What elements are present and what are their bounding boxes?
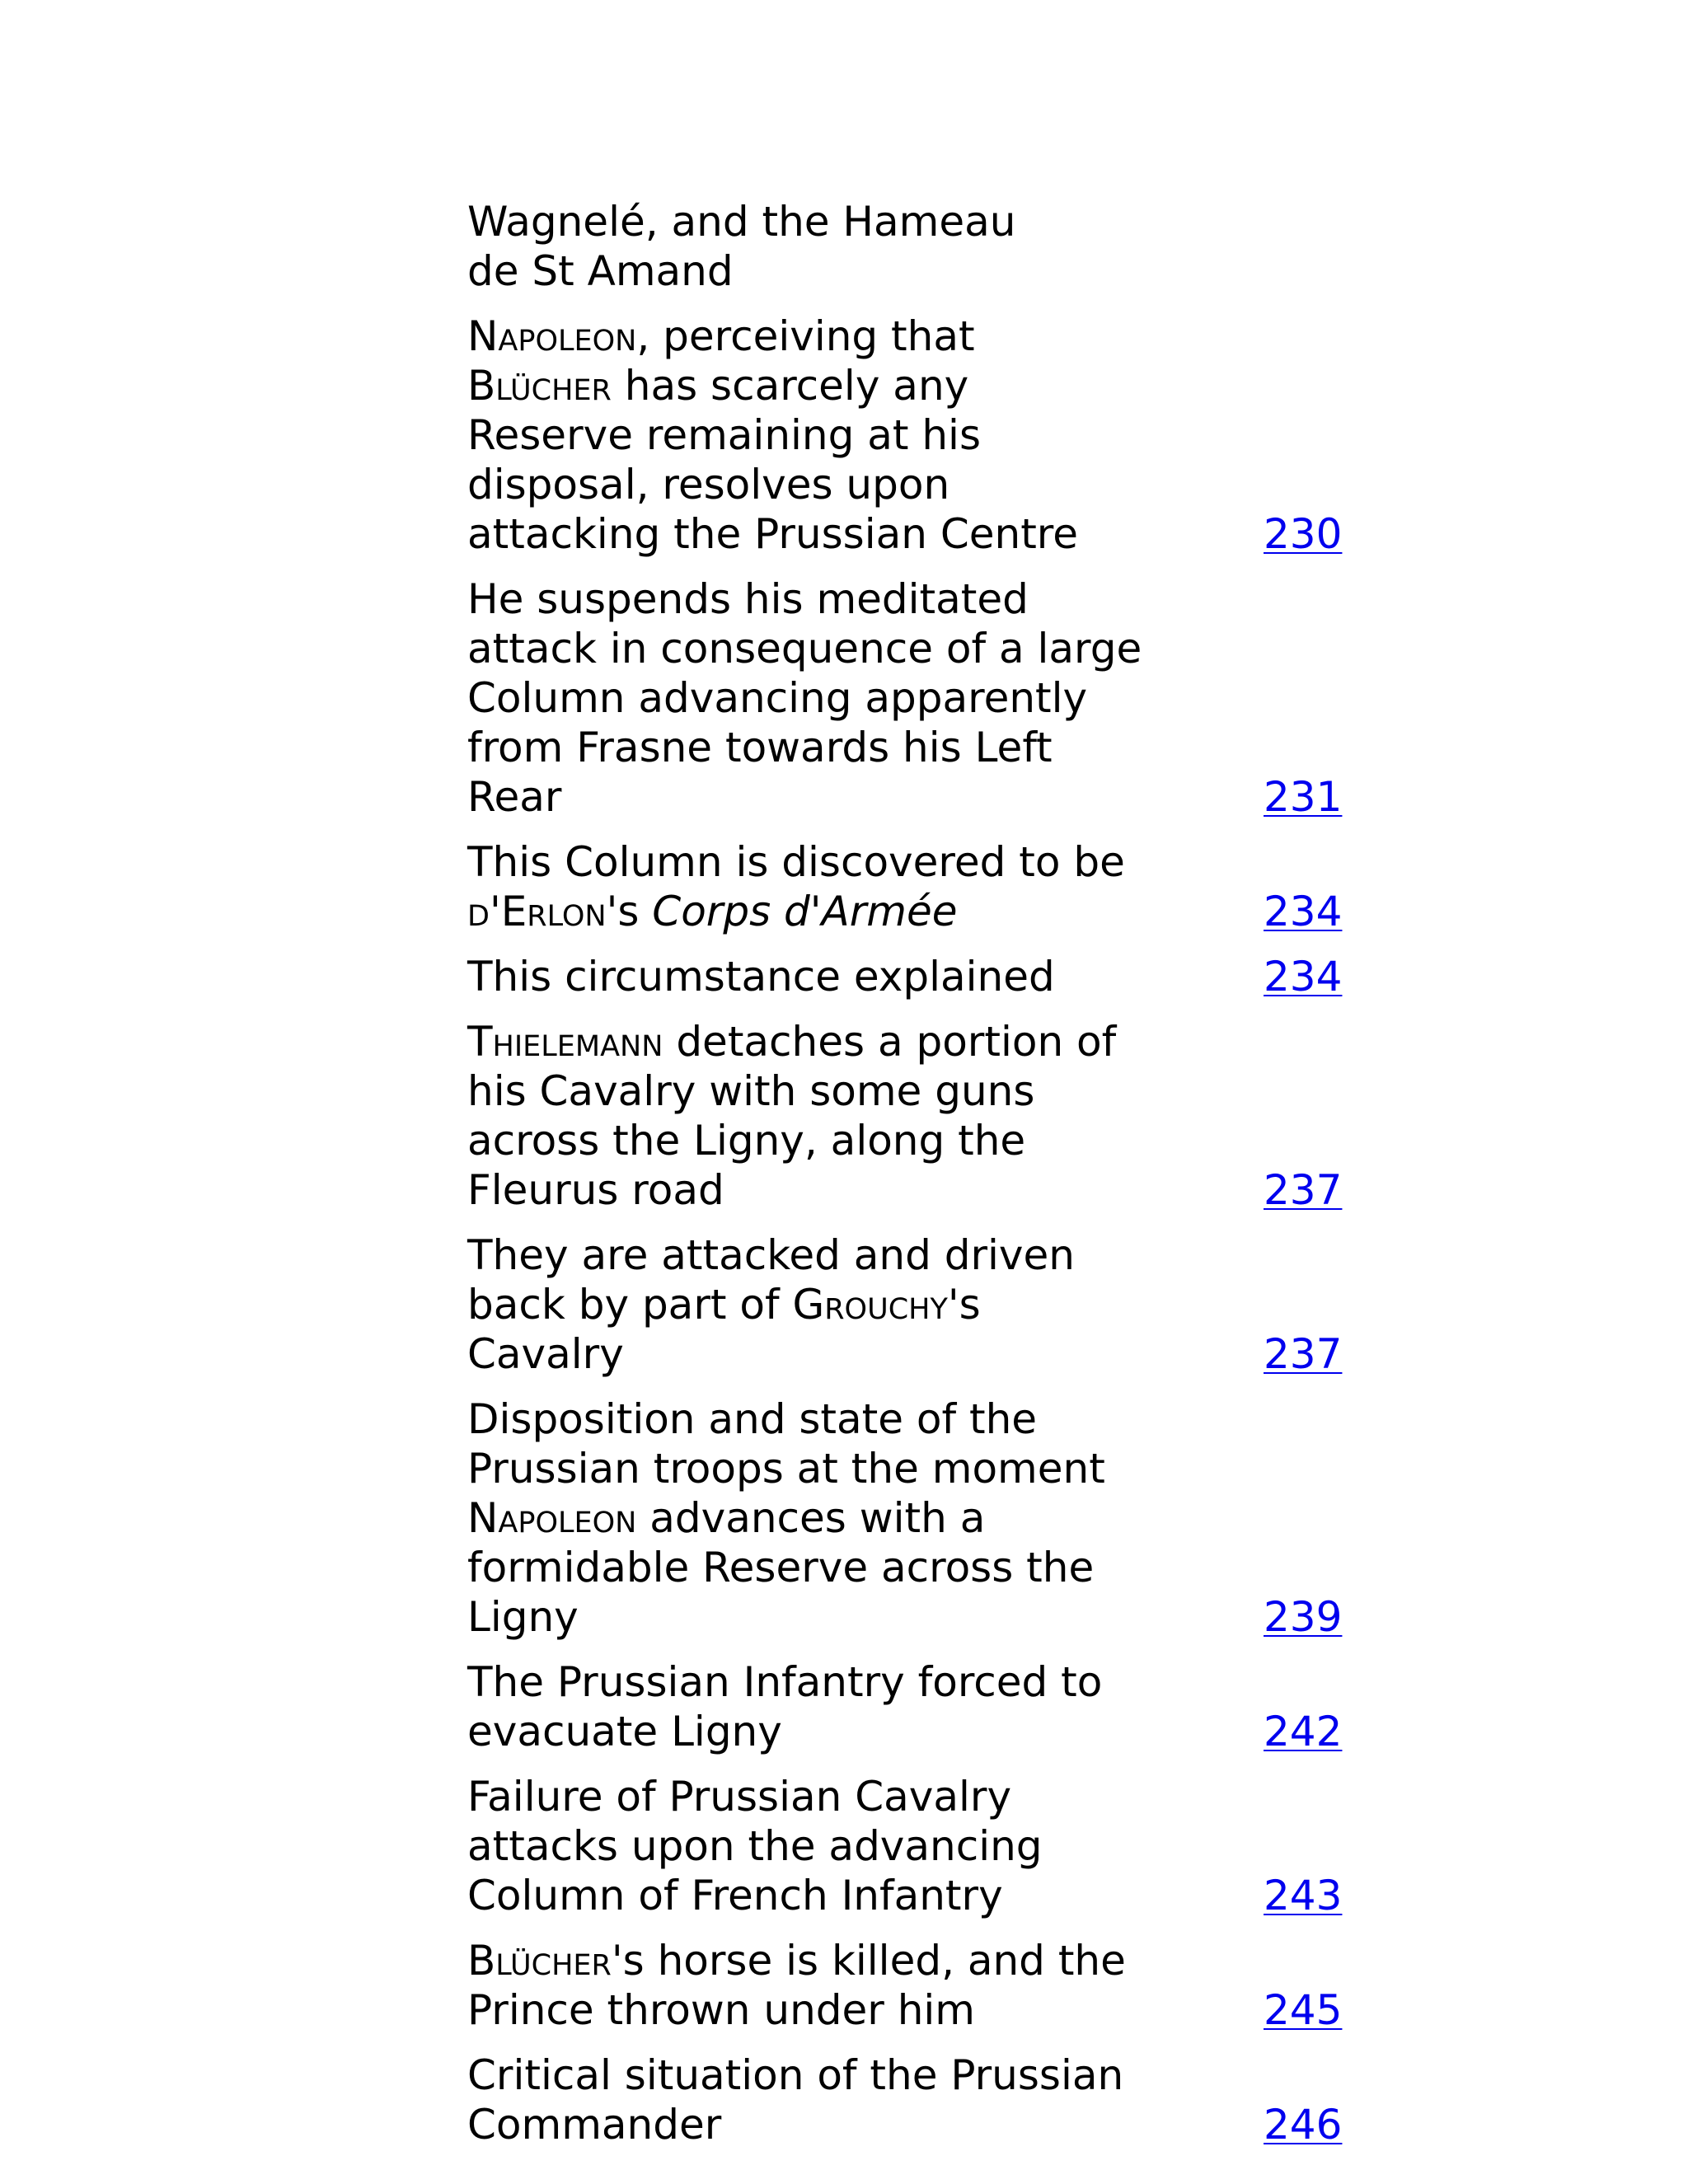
- page-number-link[interactable]: 234: [1264, 953, 1343, 1001]
- toc-entry: [467, 197, 1292, 296]
- toc-entry-text: [467, 1230, 1143, 1379]
- toc-entry: [467, 312, 1343, 559]
- toc-entry-text: [467, 1657, 1143, 1756]
- entry-text-segment: , perceiving that: [636, 312, 975, 360]
- toc-entry-text: [467, 1772, 1143, 1920]
- page-number-link[interactable]: 231: [1264, 773, 1343, 821]
- person-name: Blücher: [467, 1937, 612, 1985]
- toc-entry-text: [467, 1936, 1143, 2035]
- person-name: Thielemann: [467, 1018, 663, 1066]
- page-number-link[interactable]: 246: [1264, 2101, 1343, 2149]
- toc-entry: [467, 952, 1343, 1001]
- entry-text-segment: has scarcely any Reserve remaining at his disposal, resolves upon attacking the Prussian Centre: [467, 362, 1079, 558]
- entry-text-segment: detaches a portion of his Cavalry with some guns across the Ligny, along the Fleurus road: [467, 1018, 1117, 1214]
- toc-entry-text: [467, 1394, 1143, 1642]
- toc-entry: [467, 1394, 1343, 1642]
- entry-text-segment: He suspends his meditated attack in consequence of a large Column advancing apparently from Frasne towards his Left Rear: [467, 575, 1142, 821]
- toc-entry-text: [467, 1017, 1143, 1215]
- entry-text-segment: 's Cavalry: [467, 1281, 981, 1378]
- toc-entry: [467, 2050, 1343, 2149]
- toc-entry: [467, 574, 1343, 822]
- person-name: Blücher: [467, 362, 612, 410]
- entry-text-segment: This circumstance explained: [467, 953, 1055, 1001]
- table-of-contents: [467, 197, 1343, 2165]
- entry-text-segment: 's horse is killed, and the Prince thrown under him: [467, 1937, 1126, 2034]
- entry-text-segment: They are attacked and driven back by part of: [467, 1231, 1075, 1329]
- entry-text-segment: 's: [606, 888, 653, 935]
- entry-text-segment: This Column is discovered to be: [467, 838, 1125, 886]
- entry-text-segment: Failure of Prussian Cavalry attacks upon the advancing Column of French Infantry: [467, 1773, 1043, 1919]
- toc-entry: [467, 1017, 1343, 1215]
- entry-text-segment: Critical situation of the Prussian Commander: [467, 2051, 1124, 2149]
- person-name: Napoleon: [467, 312, 637, 360]
- entry-text-segment: advances with a formidable Reserve across the Ligny: [467, 1494, 1095, 1641]
- toc-entry-text: [467, 197, 1028, 296]
- entry-text-segment: The Prussian Infantry forced to evacuate Ligny: [467, 1658, 1103, 1755]
- page-number-link[interactable]: 237: [1264, 1166, 1343, 1214]
- toc-entry: [467, 1230, 1343, 1379]
- toc-entry: [467, 837, 1343, 936]
- entry-text-italic: Corps d'Armée: [652, 888, 958, 935]
- page-number-link[interactable]: 237: [1264, 1330, 1343, 1378]
- page-number-link[interactable]: 234: [1264, 888, 1343, 935]
- page-number-link[interactable]: 245: [1264, 1986, 1343, 2034]
- entry-text-segment: Disposition and state of the Prussian troops at the moment: [467, 1395, 1105, 1493]
- toc-entry-text: [467, 574, 1143, 822]
- toc-entry-text: [467, 2050, 1143, 2149]
- person-name: d'Erlon: [467, 888, 607, 935]
- page-number-link[interactable]: 243: [1264, 1872, 1343, 1919]
- toc-entry-text: [467, 952, 1143, 1001]
- person-name: Grouchy: [792, 1281, 948, 1329]
- toc-entry-text: [467, 837, 1143, 936]
- person-name: Napoleon: [467, 1494, 637, 1542]
- toc-entry-text: [467, 312, 1127, 559]
- toc-entry: [467, 1657, 1343, 1756]
- toc-entry: [467, 1772, 1343, 1920]
- page-number-link[interactable]: 230: [1264, 510, 1343, 558]
- page-number-link[interactable]: 239: [1264, 1593, 1343, 1641]
- entry-text-segment: Wagnelé, and the Hameau de St Amand: [467, 198, 1016, 295]
- page-number-link[interactable]: 242: [1264, 1708, 1343, 1755]
- toc-entry: [467, 1936, 1343, 2035]
